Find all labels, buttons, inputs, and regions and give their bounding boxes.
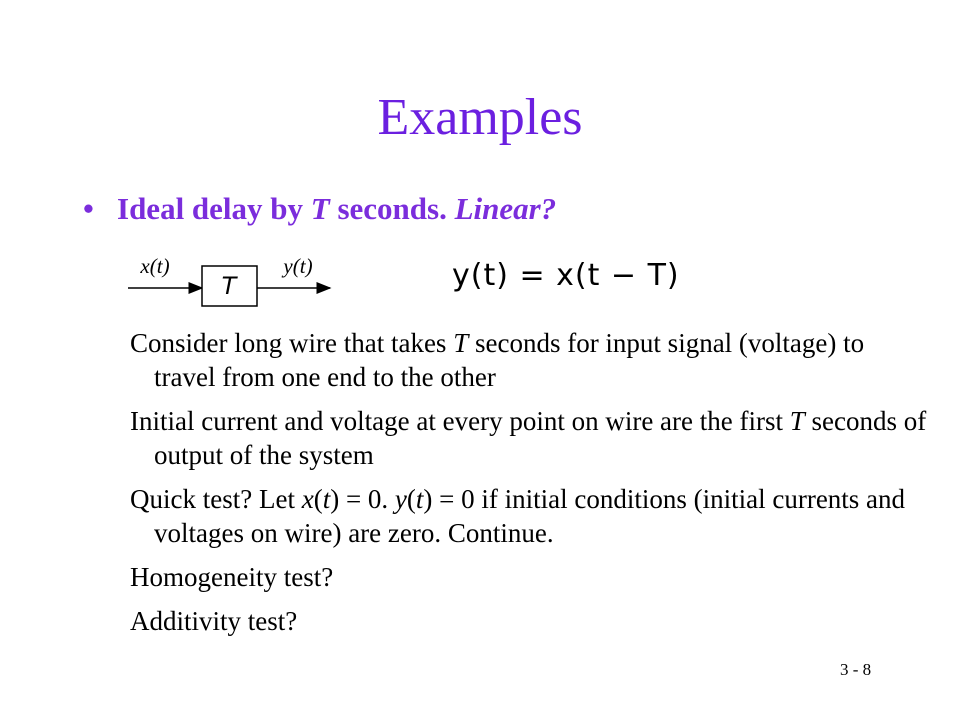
paragraph-5: Additivity test?: [130, 606, 298, 636]
p3-f: y: [394, 484, 407, 514]
bullet-text-1: Ideal delay by: [117, 191, 311, 226]
p2-a: Initial current and voltage at every point on wire are the first: [130, 406, 790, 436]
paragraph-4: Homogeneity test?: [130, 562, 334, 592]
page-title: Examples: [377, 89, 583, 146]
paragraph-2: [130, 404, 930, 472]
input-label: x(t): [140, 254, 170, 278]
p1-b: T: [453, 328, 469, 358]
block-label: T: [221, 272, 237, 300]
p3-i: ) = 0 if initial conditions (initial currents and voltages on wire) are zero. Continue.: [154, 484, 906, 548]
bullet-question: Linear?: [454, 191, 557, 226]
bullet-text-2: seconds.: [329, 191, 455, 226]
p3-d: t: [322, 484, 331, 514]
p3-e: ) = 0.: [330, 484, 395, 514]
p3-a: Quick test? Let: [130, 484, 302, 514]
p3-c: (: [313, 484, 323, 514]
p3-h: t: [415, 484, 424, 514]
slide-number: 3 - 8: [840, 660, 872, 679]
p1-a: Consider long wire that takes: [130, 328, 454, 358]
p3-g: (: [406, 484, 416, 514]
body-text: [130, 326, 930, 648]
paragraph-1: [130, 326, 930, 394]
bullet-var: T: [310, 191, 330, 226]
delay-equation: y(t) = x(t − T): [452, 258, 680, 293]
p2-b: T: [789, 406, 805, 436]
p1-c: seconds for input signal (voltage) to travel from one end to the other: [154, 328, 865, 392]
output-label: y(t): [283, 254, 313, 278]
p2-c: seconds of output of the system: [154, 406, 927, 470]
paragraph-3: [130, 482, 930, 550]
p3-b: x: [301, 484, 314, 514]
bullet-dot: •: [83, 191, 94, 226]
